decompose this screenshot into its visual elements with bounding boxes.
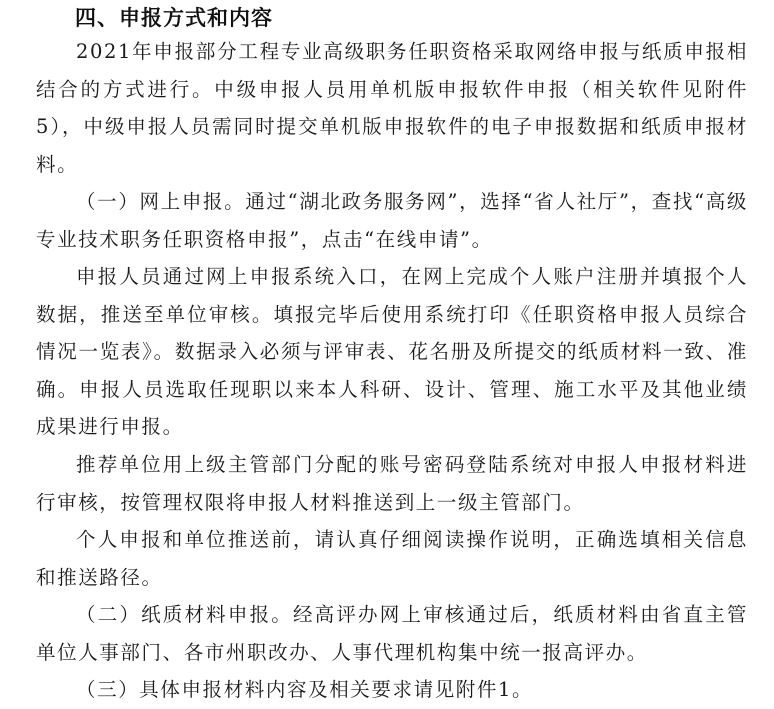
paragraph-applicant-registration: 申报人员通过网上申报系统入口，在网上完成个人账户注册并填报个人数据，推送至单位审核。填报完毕后使用系统打印《任职资格申报人员综合情况一览表》。数据录入必须与评审表、花名册及所提交的纸质材料一致、准确。申报人员选取任现职以来本人科研、设计、管理、施工水平及其他业绩成果进行申报。 bbox=[36, 265, 748, 438]
paragraph-attachment-reference: （三）具体申报材料内容及相关要求请见附件1。 bbox=[76, 678, 534, 701]
paragraph-paper-application: （二）纸质材料申报。经高评办网上审核通过后，纸质材料由省直主管单位人事部门、各市州职改办、人事代理机构集中统一报高评办。 bbox=[36, 603, 748, 664]
paragraph-read-instructions: 个人申报和单位推送前，请认真仔细阅读操作说明，正确选填相关信息和推送路径。 bbox=[36, 528, 748, 589]
paragraph-application-method: 2021年申报部分工程专业高级职务任职资格采取网络申报与纸质申报相结合的方式进行。中级申报人员用单机版申报软件申报（相关软件见附件5），中级申报人员需同时提交单机版申报软件的电子申报数据和纸质申报材料。 bbox=[36, 40, 748, 176]
paragraph-online-application: （一）网上申报。通过“湖北政务服务网”，选择“省人社厅”，查找“高级专业技术职务任职资格申报”，点击“在线申请”。 bbox=[36, 190, 748, 251]
paragraph-unit-review: 推荐单位用上级主管部门分配的账号密码登陆系统对申报人申报材料进行审核，按管理权限将申报人材料推送到上一级主管部门。 bbox=[36, 453, 748, 514]
section-heading: 四、申报方式和内容 bbox=[75, 6, 273, 30]
